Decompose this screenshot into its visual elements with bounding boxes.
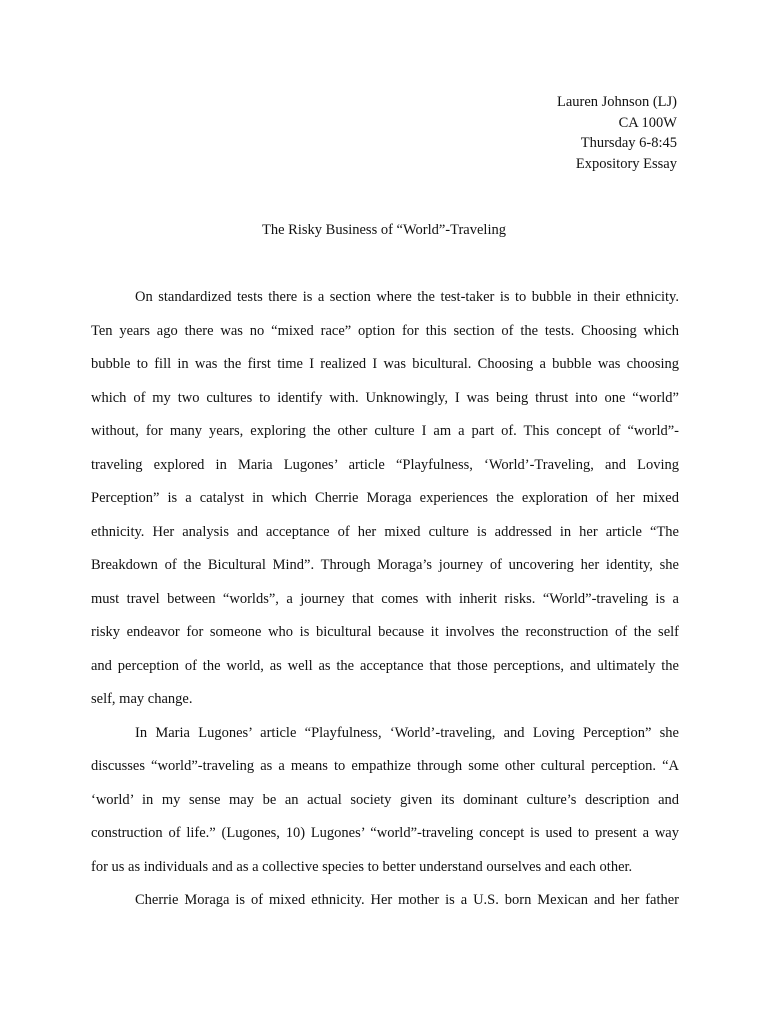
body-line: ethnicity. Her analysis and acceptance of her mixed culture is addressed in her article “The [91,523,679,540]
body-line: construction of life.” (Lugones, 10) Lugones’ “world”-traveling concept is used to present a way [91,825,679,841]
essay-header [557,92,677,174]
body-line: bubble to fill in was the first time I realized I was bicultural. Choosing a bubble was choosing [91,356,679,372]
body-line: and perception of the world, as well as the acceptance that those perceptions, and ultimately the [91,657,679,674]
body-line: discusses “world”-traveling as a means to empathize through some other cultural perception. “A [91,758,679,774]
essay-title: The Risky Business of “World”-Traveling [262,222,506,238]
body-line: Ten years ago there was no “mixed race” option for this section of the tests. Choosing which [91,322,679,339]
body-line: Breakdown of the Bicultural Mind”. Through Moraga’s journey of uncovering her identity, she [91,557,679,573]
body-line: without, for many years, exploring the other culture I am a part of. This concept of “world”- [91,423,679,439]
body-line: Perception” is a catalyst in which Cherrie Moraga experiences the exploration of her mixed [91,490,679,506]
body-line: In Maria Lugones’ article “Playfulness, ‘World’-traveling, and Loving Perception” she [135,724,679,741]
body-line: Cherrie Moraga is of mixed ethnicity. Her mother is a U.S. born Mexican and her father [135,892,679,908]
body-line: On standardized tests there is a section where the test-taker is to bubble in their ethnicity. [135,289,679,305]
body-line: ‘world’ in my sense may be an actual society given its dominant culture’s description and [91,791,679,808]
body-line: which of my two cultures to identify with. Unknowingly, I was being thrust into one “world” [91,389,679,406]
body-line: for us as individuals and as a collective species to better understand ourselves and each other. [91,858,633,875]
author-name: Lauren Johnson (LJ) [556,94,677,110]
body-line: risky endeavor for someone who is bicultural because it involves the reconstruction of the self [91,624,679,640]
assignment-type: Expository Essay [575,155,677,172]
body-line: self, may change. [91,691,193,707]
course-code: CA 100W [618,114,677,131]
essay-body [91,285,679,922]
class-session: Thursday 6-8:45 [580,135,677,151]
body-line: must travel between “worlds”, a journey that comes with inherit risks. “World”-traveling is a [91,590,679,607]
body-line: traveling explored in Maria Lugones’ article “Playfulness, ‘World’-Traveling, and Loving [91,456,679,473]
